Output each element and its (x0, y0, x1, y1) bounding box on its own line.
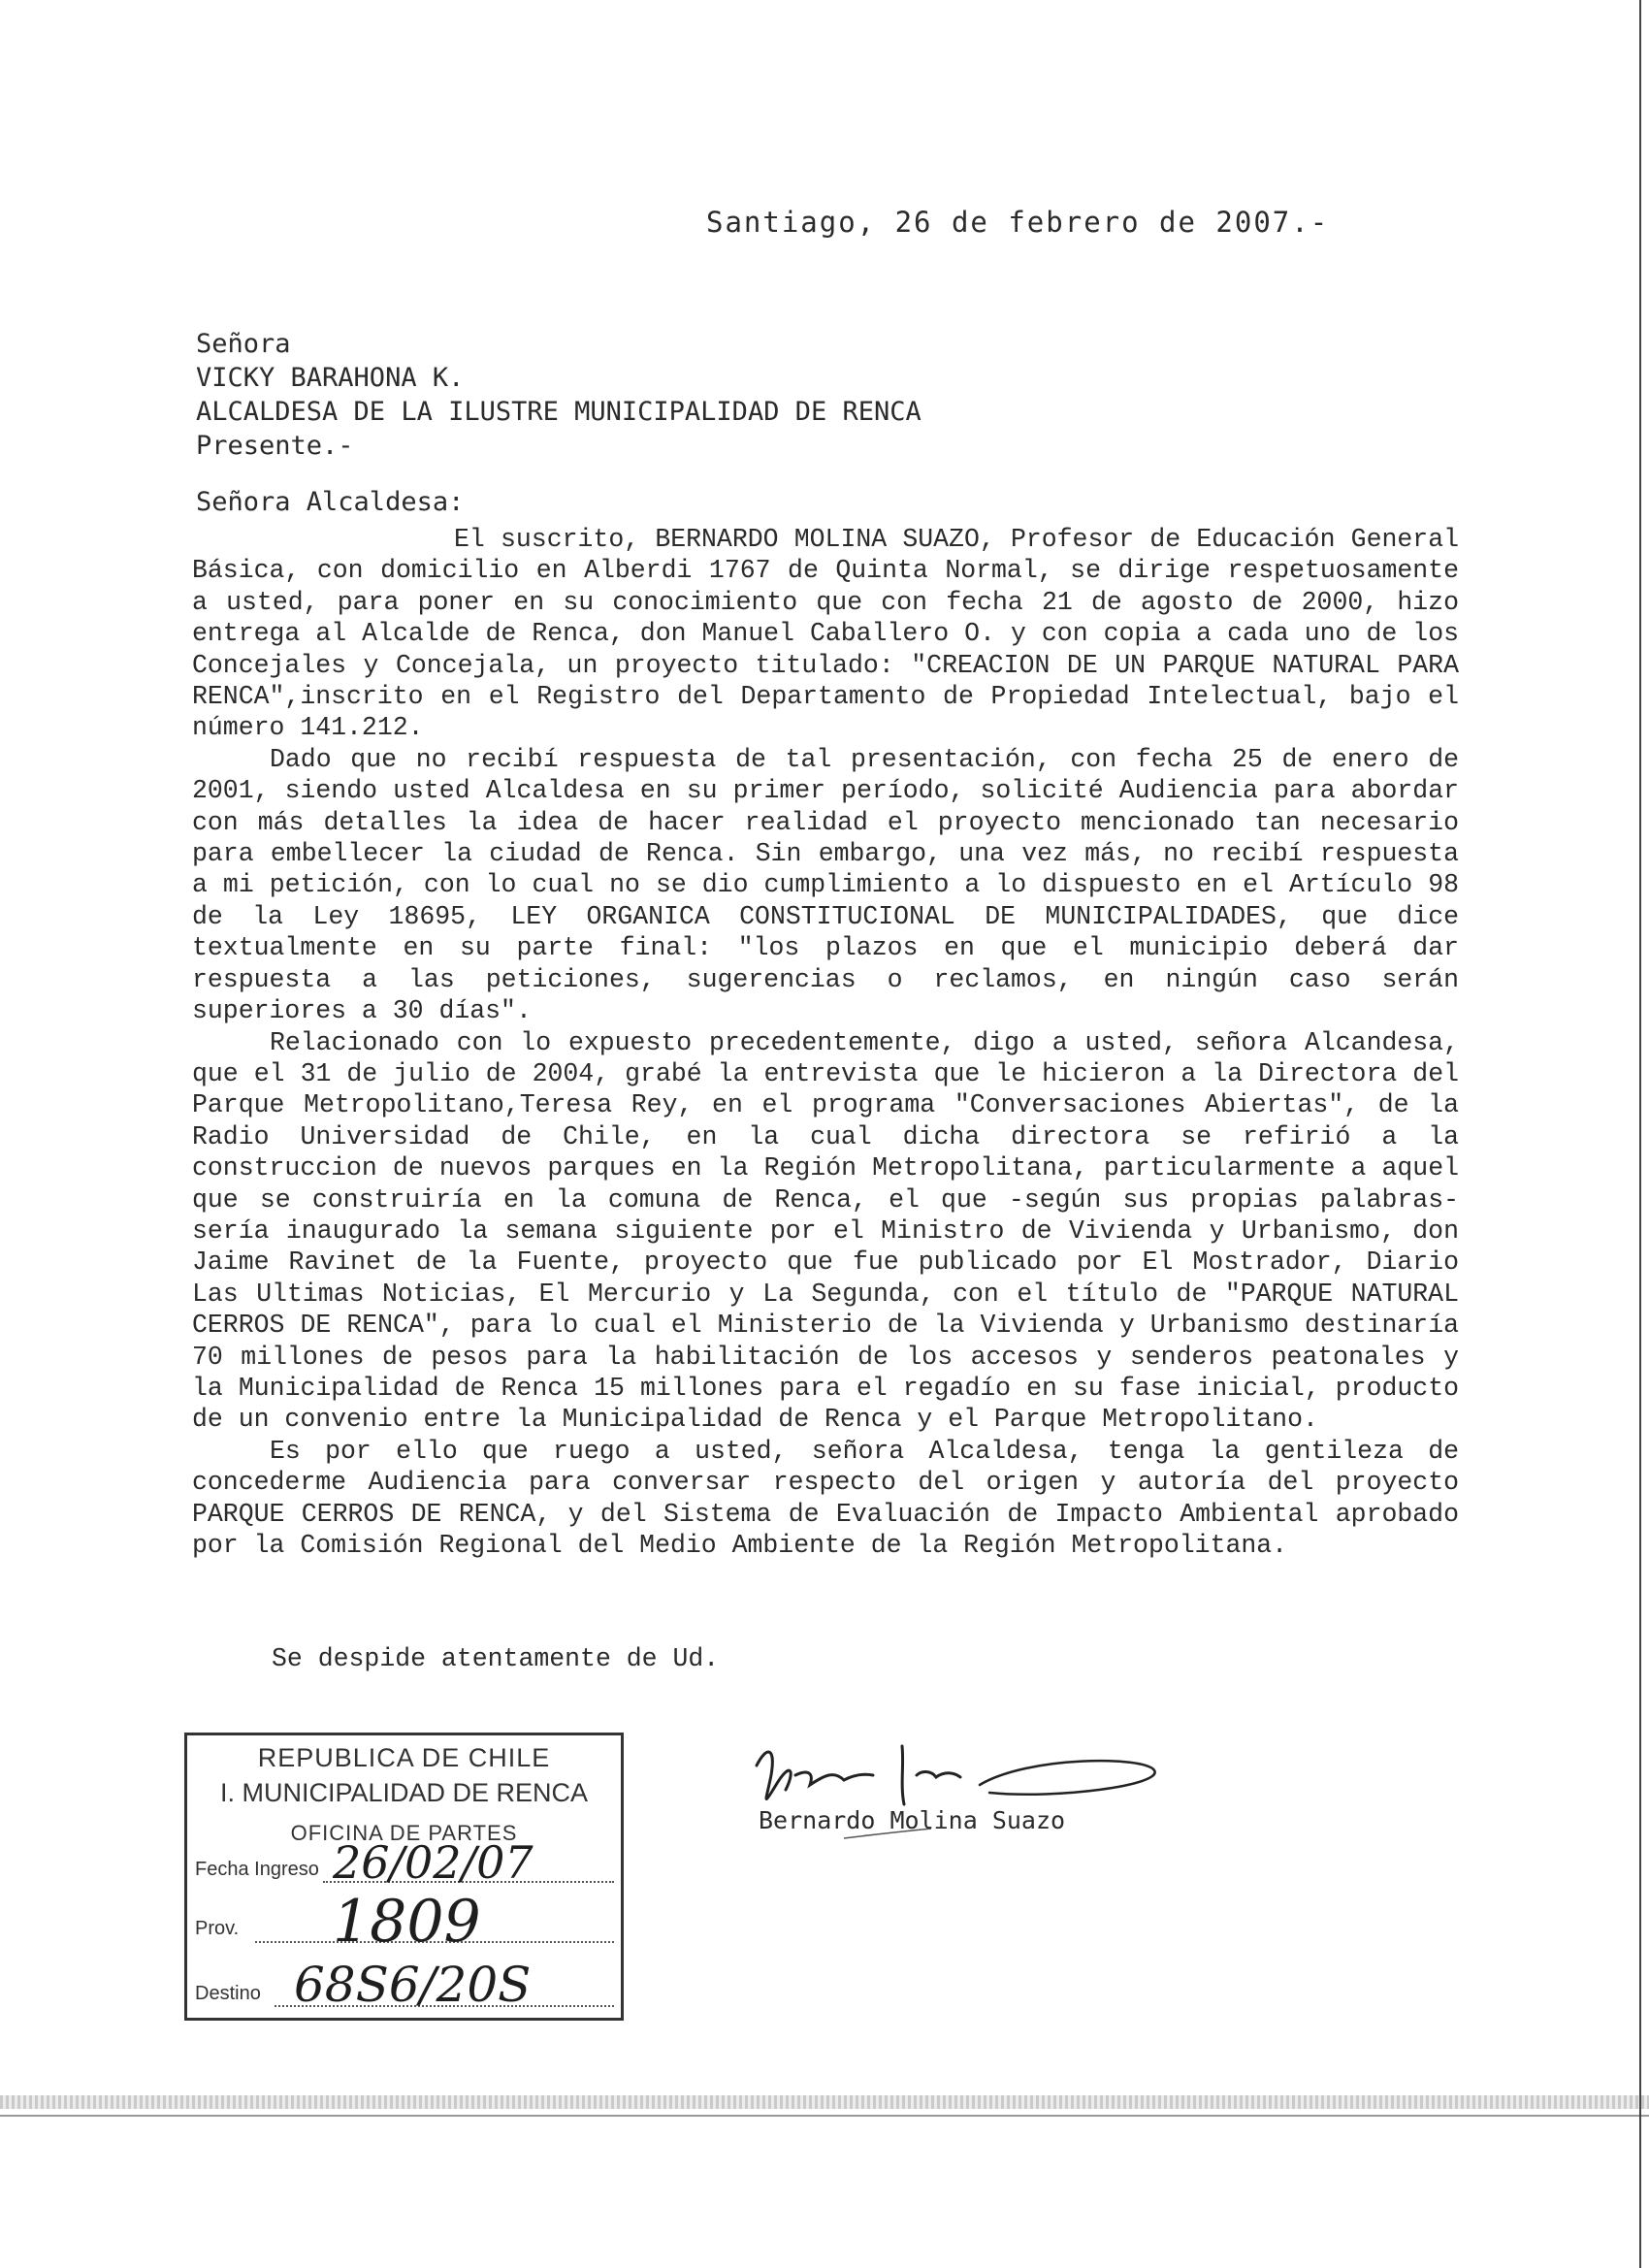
stamp-republic: REPUBLICA DE CHILE (257, 1743, 551, 1772)
addressee-title: Señora (196, 329, 291, 359)
scan-edge-line (0, 2115, 1649, 2117)
paragraph-2: Dado que no recibí respuesta de tal presentación, con fecha 25 de enero de 2001, siendo usted Alcaldesa en su primer período, solicité Audiencia para abordar con más detalles la idea de hacer realidad el proyecto mencionado tan necesario para embellecer la ciudad de Renca. Sin embargo, una vez más, no recibí respuesta a mi petición, con lo cual no se dio cumplimiento a lo dispuesto en el Artículo 98 de la Ley 18695, LEY ORGANICA CONSTITUCIONAL DE MUNICIPALIDADES, que dice textualmente en su parte final: "los plazos en que el municipio deberá dar respuesta a las peticiones, sugerencias o reclamos, en ningún caso serán superiores a 30 días". (192, 744, 1459, 1026)
closing-line: Se despide atentamente de Ud. (272, 1644, 720, 1673)
stamp-prov-value: 1809 (333, 1888, 481, 1956)
paragraph-4: Es por ello que ruego a usted, señora Alcaldesa, tenga la gentileza de concederme Audiencia para conversar respecto del origen y autoría del proyecto PARQUE CERROS DE RENCA, y del Sistema de Evaluación de Impacto Ambiental aprobado por la Comisión Regional del Medio Ambiente de la Región Metropolitana. (192, 1436, 1459, 1560)
addressee-block (196, 327, 922, 463)
addressee-name: VICKY BARAHONA K. (196, 363, 465, 393)
scan-edge-noise (0, 2095, 1649, 2109)
stamp-fecha-value: 26/02/07 (333, 1836, 534, 1889)
stamp-destino-label: Destino (195, 1983, 261, 2004)
scan-right-border (1639, 0, 1641, 2268)
letter-body (192, 524, 1459, 1561)
paragraph-1: El suscrito, BERNARDO MOLINA SUAZO, Profesor de Educación General Básica, con domicilio en Alberdi 1767 de Quinta Normal, se dirige respetuosamente a usted, para poner en su conocimiento que con fecha 21 de agosto de 2000, hizo entrega al Alcalde de Renca, don Manuel Caballero O. y con copia a cada uno de los Concejales y Concejala, un proyecto titulado: "CREACION DE UN PARQUE NATURAL PARA RENCA",inscrito en el Registro del Departamento de Propiedad Intelectual, bajo el número 141.212. (192, 525, 1459, 743)
stamp-destino-value: 68S6/20S (294, 1957, 532, 2013)
stamp-prov-label: Prov. (195, 1918, 240, 1939)
signature-name: Bernardo Molina Suazo (759, 1806, 1066, 1834)
addressee-presente: Presente.- (196, 431, 354, 461)
stamp-municipality: I. MUNICIPALIDAD DE RENCA (219, 1778, 589, 1807)
letter-date: Santiago, 26 de febrero de 2007.- (706, 206, 1330, 239)
stamp-fecha-label: Fecha Ingreso (195, 1859, 319, 1880)
office-stamp (184, 1733, 624, 2021)
addressee-position: ALCALDESA DE LA ILUSTRE MUNICIPALIDAD DE RENCA (196, 397, 922, 427)
stamp-office: OFICINA DE PARTES (290, 1821, 518, 1845)
paragraph-3: Relacionado con lo expuesto precedentemente, digo a usted, señora Alcandesa, que el 31 de julio de 2004, grabé la entrevista que le hicieron a la Directora del Parque Metropolitano,Teresa Rey, en el programa "Conversaciones Abiertas", de la Radio Universidad de Chile, en la cual dicha directora se refirió a la construccion de nuevos parques en la Región Metropolitana, particularmente a aquel que se construiría en la comuna de Renca, el que -según sus propias palabras- sería inaugurado la semana siguiente por el Ministro de Vivienda y Urbanismo, don Jaime Ravinet de la Fuente, proyecto que fue publicado por El Mostrador, Diario Las Ultimas Noticias, El Mercurio y La Segunda, con el título de "PARQUE NATURAL CERROS DE RENCA", para lo cual el Ministerio de la Vivienda y Urbanismo destinaría 70 millones de pesos para la habilitación de los accesos y senderos peatonales y la Municipalidad de Renca 15 millones para el regadío en su fase inicial, producto de un convenio entre la Municipalidad de Renca y el Parque Metropolitano. (192, 1027, 1459, 1435)
greeting: Señora Alcaldesa: (196, 487, 465, 517)
